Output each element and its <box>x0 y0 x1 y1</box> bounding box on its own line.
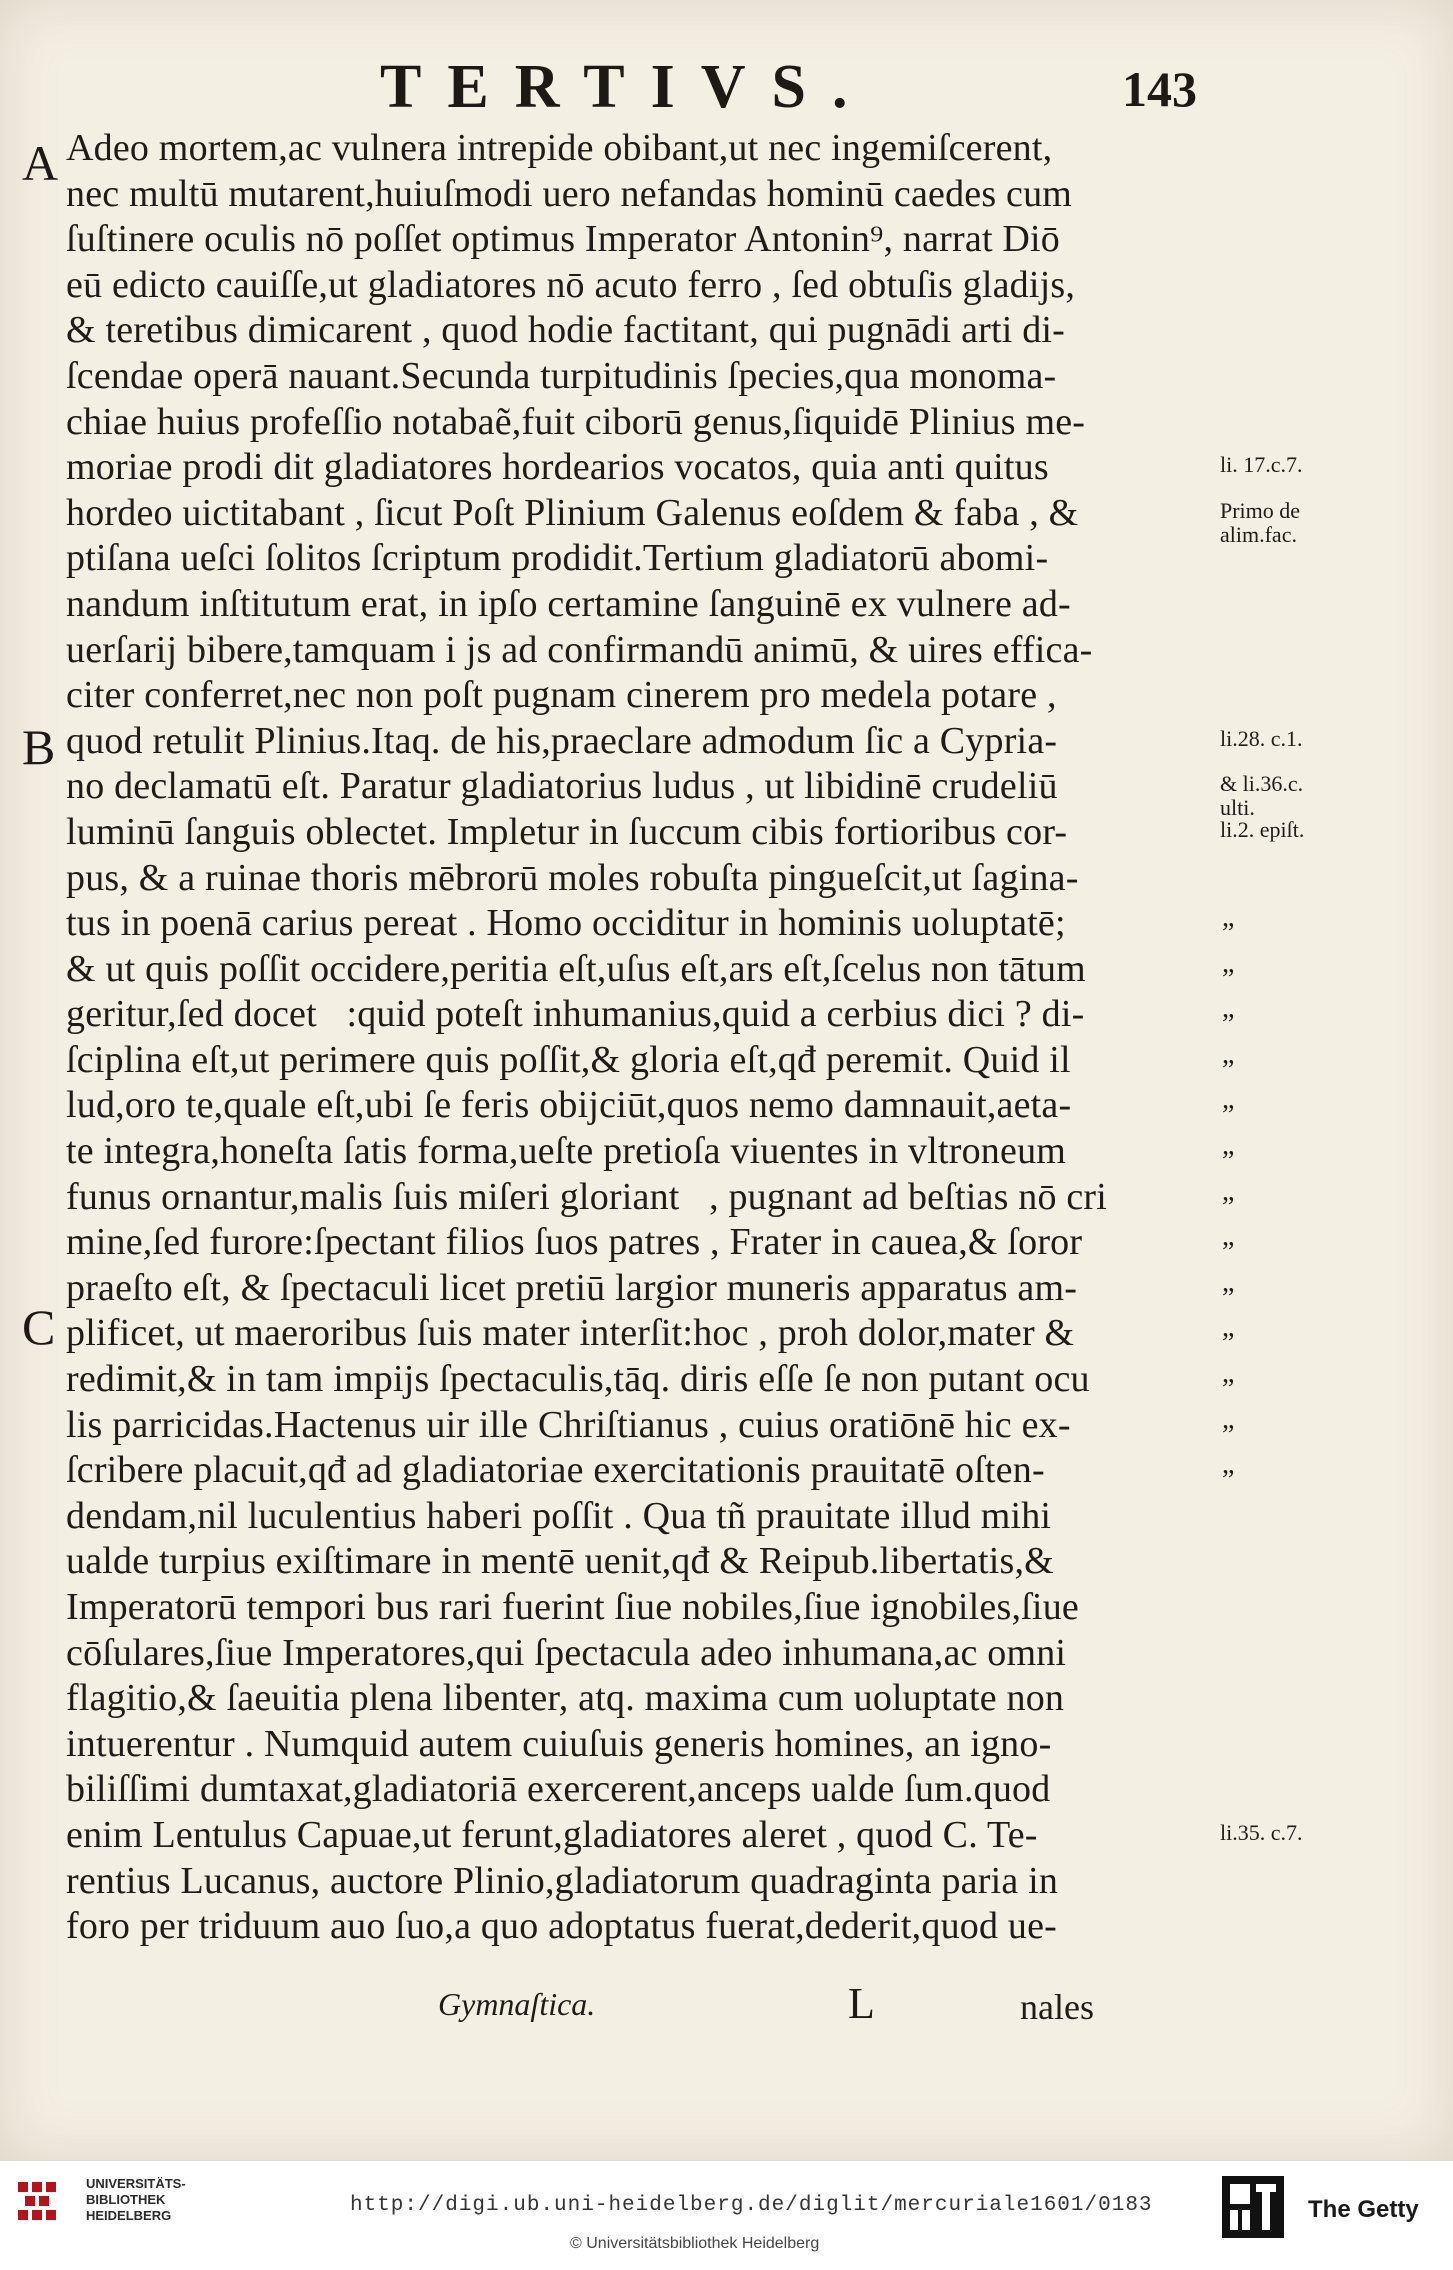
section-letter-a: A <box>22 135 59 191</box>
text-line: te integra,honeſta ſatis forma,ueſte pretioſa viuentes in vltroneum <box>66 1130 1067 1173</box>
margin-note <box>1220 499 1300 547</box>
quotation-mark: „ <box>1222 1084 1235 1116</box>
getty-name: The Getty <box>1308 2196 1419 2223</box>
margin-note <box>1220 727 1303 751</box>
quotation-mark: „ <box>1222 947 1235 979</box>
margin-note <box>1220 453 1303 477</box>
text-line: ualde turpius exiſtimare in mentē uenit,qđ & Reipub.libertatis,& <box>66 1540 1054 1583</box>
quotation-mark: „ <box>1222 1449 1235 1481</box>
margin-note-line: li.2. epiſt. <box>1220 817 1305 842</box>
signature-line-title: Gymnaſtica. <box>438 1986 596 2022</box>
university-library-logo-icon <box>10 2172 76 2238</box>
text-line: no declamatū eſt. Paratur gladiatorius ludus , ut libidinē crudeliū <box>66 765 1058 808</box>
text-line: redimit,& in tam impijs ſpectaculis,tāq. diris eſſe ſe non putant ocu <box>66 1358 1090 1401</box>
text-line: dendam,nil luculentius haberi poſſit . Qua tñ prauitate illud mihi <box>66 1494 1052 1537</box>
catchword: nales <box>1020 1987 1094 2027</box>
text-line: cōſulares,ſiue Imperatores,qui ſpectacula adeo inhumana,ac omni <box>66 1631 1067 1674</box>
text-line: luminū ſanguis oblectet. Impletur in ſuccum cibis fortioribus cor- <box>66 810 1068 853</box>
text-line: intuerentur . Numquid autem cuiuſuis generis homines, an igno- <box>66 1722 1052 1765</box>
text-line: hordeo uictitabant , ſicut Poſt Plinium Galenus eoſdem & faba , & <box>66 491 1079 534</box>
quotation-mark: „ <box>1222 1221 1235 1253</box>
quotation-marks-column <box>1222 895 1234 1488</box>
text-line: ſcribere placuit,qđ ad gladiatoriae exercitationis prauitatē oſten- <box>66 1449 1045 1492</box>
text-line: lis parricidas.Hactenus uir ille Chriſtianus , cuius oratiōnē hic ex- <box>66 1403 1071 1446</box>
text-line: geritur,ſed docetᷣ:quid poteſt inhumanius,quid a cerbius dici ? di- <box>66 993 1085 1036</box>
margin-note-line: Primo de <box>1220 497 1301 523</box>
text-line: rentius Lucanus, auctore Plinio,gladiatorum quadraginta paria in <box>66 1859 1059 1902</box>
text-line: tus in poenā carius pereat . Homo occiditur in hominis uoluptatē; <box>66 902 1066 945</box>
text-line: moriae prodi dit gladiatores hordearios vocatos, quia anti quitus <box>66 446 1049 489</box>
text-line: Imperatorū tempori bus rari fuerint ſiue nobiles,ſiue ignobiles,ſiue <box>66 1586 1079 1628</box>
copyright-notice: © Universitätsbibliothek Heidelberg <box>570 2235 820 2252</box>
text-line: citer conferret,nec non poſt pugnam cinerem pro medela potare , <box>66 674 1057 717</box>
permalink-url[interactable]: http://digi.ub.uni-heidelberg.de/diglit/mercuriale1601/0183 <box>350 2194 1153 2217</box>
text-line: ptiſana ueſci ſolitos ſcriptum prodidit.Tertium gladiatorū abomi- <box>66 537 1049 580</box>
text-line: chiae huius profeſſio notabaẽ,fuit ciborū genus,ſiquidē Plinius me- <box>66 400 1086 443</box>
text-line: biliſſimi dumtaxat,gladiatoriā exercerent,anceps ualde ſum.quod <box>66 1768 1051 1811</box>
text-line: uerſarij bibere,tamquam i js ad confirmandū animū, & uires effica- <box>66 628 1093 671</box>
text-line: ſciplina eſt,ut perimere quis poſſit,& gloria eſt,qđ peremit. Quid il <box>66 1038 1071 1081</box>
quotation-mark: „ <box>1222 1357 1235 1389</box>
margin-note <box>1220 818 1304 842</box>
quotation-mark: „ <box>1222 993 1235 1025</box>
text-line: quod retulit Plinius.Itaq. de his,praeclare admodum ſic a Cypria- <box>66 719 1058 762</box>
text-line: funus ornantur,malis ſuis miſeri gloriantᷣ, pugnant ad beſtias nō cri <box>66 1175 1108 1218</box>
text-line: enim Lentulus Capuae,ut ferunt,gladiatores aleret , quod C. Te- <box>66 1813 1038 1856</box>
margin-note-line: ulti. <box>1220 795 1255 821</box>
text-line: ſcendae operā nauant.Secunda turpitudinis ſpecies,qua monoma- <box>66 354 1057 397</box>
margin-note-line: li.35. c.7. <box>1220 1820 1303 1846</box>
getty-logo-icon <box>1222 2176 1284 2238</box>
text-line: ſuſtinere oculis nō poſſet optimus Imperator Antonin⁹, narrat Diō <box>66 218 1061 261</box>
quotation-mark: „ <box>1222 902 1235 933</box>
quotation-mark: „ <box>1222 1403 1235 1435</box>
section-letter-b: B <box>22 719 56 775</box>
page-number: 143 <box>1122 61 1197 117</box>
margin-note-line: li.28. c.1. <box>1220 725 1303 751</box>
quotation-mark: „ <box>1222 1312 1235 1344</box>
text-line: Adeo mortem,ac vulnera intrepide obibant,ut nec ingemiſcerent, <box>66 127 1053 169</box>
text-line: lud,oro te,quale eſt,ubi ſe feris obijciūt,quos nemo damnauit,aeta- <box>66 1084 1072 1127</box>
running-title: TERTIVS. <box>380 53 874 121</box>
quotation-mark: „ <box>1222 1266 1235 1298</box>
text-line: foro per triduum auo ſuo,a quo adoptatus fuerat,dederit,quod ue- <box>66 1905 1058 1948</box>
gathering-signature: L <box>848 1979 875 2028</box>
text-line: nec multū mutarent,huiuſmodi uero nefandas hominū caedes cum <box>66 172 1073 215</box>
quotation-mark: „ <box>1222 1038 1235 1070</box>
margin-note-line: alim.fac. <box>1220 521 1297 547</box>
margin-note-line: & li.36.c. <box>1220 771 1304 797</box>
section-letter-c: C <box>22 1299 56 1355</box>
text-line: praeſto eſt, & ſpectaculi licet pretiū largior muneris apparatus am- <box>66 1266 1078 1309</box>
text-line: eū edicto cauiſſe,ut gladiatores nō acuto ferro , ſed obtuſis gladijs, <box>66 263 1076 306</box>
university-library-name: UNIVERSITÄTS- BIBLIOTHEK HEIDELBERG <box>86 2176 186 2223</box>
text-line: & teretibus dimicarent , quod hodie factitant, qui pugnādi arti di- <box>66 309 1066 352</box>
text-line: nandum inſtitutum erat, in ipſo certamine ſanguinē ex vulnere ad- <box>66 582 1071 625</box>
text-line: plificet, ut maeroribus ſuis mater interſit:hoc , proh dolor,mater & <box>66 1312 1075 1355</box>
text-line: flagitio,& ſaeuitia plena libenter, atq. maxima cum uoluptate non <box>66 1677 1065 1720</box>
body-text <box>66 126 1216 1950</box>
margin-note-line: li. 17.c.7. <box>1220 452 1303 478</box>
margin-note <box>1220 772 1303 820</box>
margin-note <box>1220 1821 1303 1845</box>
text-line: pus, & a ruinae thoris mēbrorū moles robuſta pingueſcit,ut ſagina- <box>66 856 1079 899</box>
text-line: mine,ſed furore:ſpectant filios ſuos patres , Frater in cauea,& ſoror <box>66 1221 1083 1264</box>
quotation-mark: „ <box>1222 1175 1235 1207</box>
text-line: & ut quis poſſit occidere,peritia eſt,uſus eſt,ars eſt,ſcelus non tātum <box>66 947 1086 990</box>
quotation-mark: „ <box>1222 1129 1235 1161</box>
